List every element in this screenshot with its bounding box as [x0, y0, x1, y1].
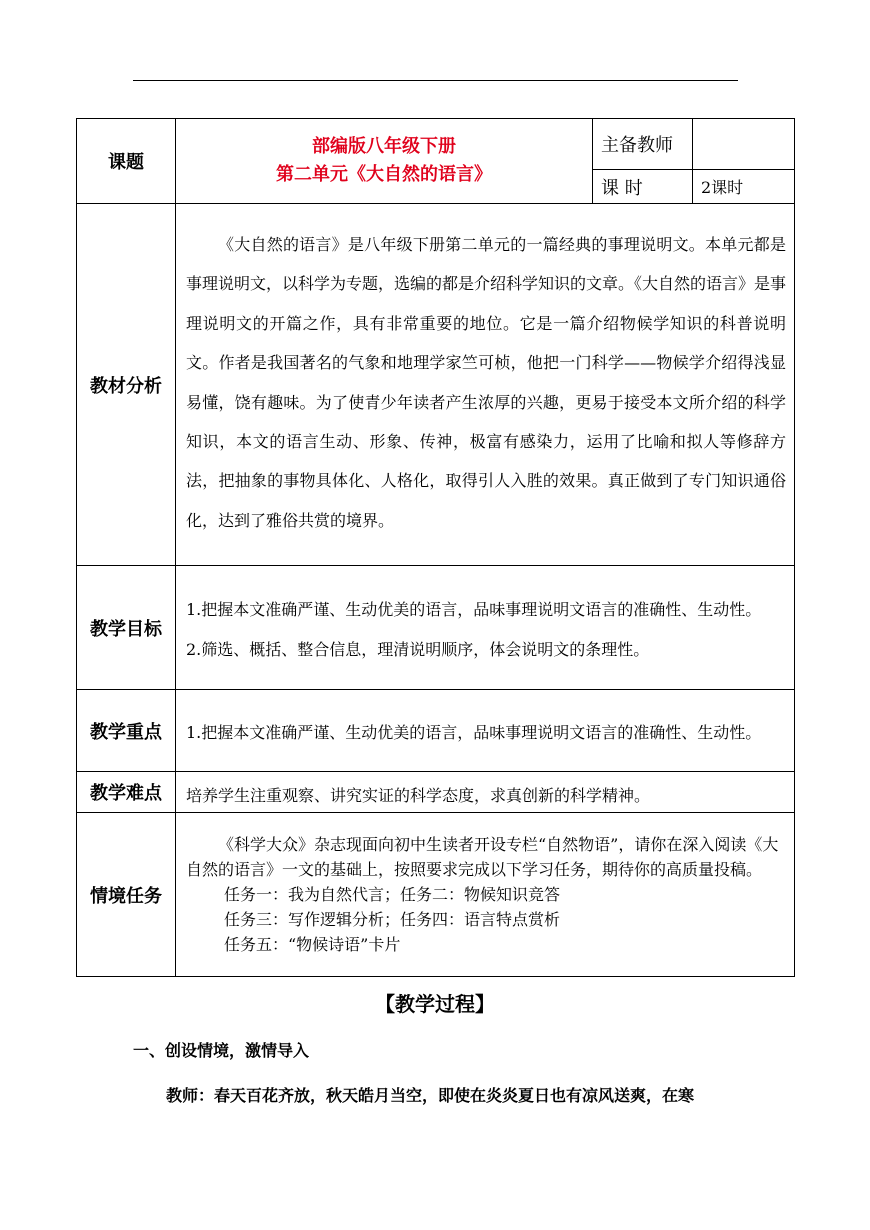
intro-paragraph: 教师：春天百花齐放，秋天皓月当空，即使在炎炎夏日也有凉风送爽，在寒	[166, 1086, 695, 1105]
goal-item-1: 1.把握本文准确严谨、生动优美的语言，品味事理说明文语言的准确性、生动性。	[186, 599, 762, 619]
hours-label: 课 时	[593, 170, 693, 204]
goals-content	[176, 566, 795, 690]
header-rule	[133, 80, 738, 81]
lesson-plan-table	[76, 118, 795, 977]
teacher-value	[693, 119, 795, 170]
scenario-task-line-2: 任务三：写作逻辑分析；任务四：语言特点赏析	[224, 910, 561, 929]
teacher-label: 主备教师	[593, 119, 693, 170]
scenario-task-line-3: 任务五：“物候诗语”卡片	[224, 935, 401, 954]
scenario-content	[176, 813, 795, 977]
lesson-title-line2: 第二单元《大自然的语言》	[276, 164, 492, 185]
process-heading: 【教学过程】	[375, 992, 495, 1016]
goal-item-2: 2.筛选、概括、整合信息，理清说明顺序，体会说明文的条理性。	[186, 639, 650, 659]
lesson-title	[176, 119, 593, 204]
scenario-intro: 《科学大众》杂志现面向初中生读者开设专栏“自然物语”，请你在深入阅读《大自然的语言》一文的基础上，按照要求完成以下学习任务，期待你的高质量投稿。	[186, 835, 779, 879]
key-points-content	[176, 690, 795, 772]
scenario-label: 情境任务	[77, 813, 176, 977]
topic-label: 课题	[77, 119, 176, 204]
hours-value: 2课时	[693, 170, 795, 204]
analysis-label: 教材分析	[77, 204, 176, 566]
difficulties-text: 培养学生注重观察、讲究实证的科学态度，求真创新的科学精神。	[176, 772, 795, 813]
difficulties-label: 教学难点	[77, 772, 176, 813]
lesson-title-line1: 部编版八年级下册	[312, 136, 456, 157]
goals-label: 教学目标	[77, 566, 176, 690]
section-1-heading: 一、创设情境，激情导入	[133, 1041, 310, 1060]
key-point-item: 1.把握本文准确严谨、生动优美的语言，品味事理说明文语言的准确性、生动性。	[186, 722, 762, 742]
scenario-task-line-1: 任务一：我为自然代言；任务二：物候知识竞答	[224, 885, 561, 904]
key-points-label: 教学重点	[77, 690, 176, 772]
analysis-text: 《大自然的语言》是八年级下册第二单元的一篇经典的事理说明文。本单元都是事理说明文，以科学为专题，选编的都是介绍科学知识的文章。《大自然的语言》是事理说明文的开篇之作，具有非常重要的地位。它是一篇介绍物候学知识的科普说明文。作者是我国著名的气象和地理学家竺可桢，他把一门科学——物候学介绍得浅显易懂，饶有趣味。为了使青少年读者产生浓厚的兴趣，更易于接受本文所介绍的科学知识，本文的语言生动、形象、传神，极富有感染力，运用了比喻和拟人等修辞方法，把抽象的事物具体化、人格化，取得引人入胜的效果。真正做到了专门知识通俗化，达到了雅俗共赏的境界。	[176, 204, 795, 566]
